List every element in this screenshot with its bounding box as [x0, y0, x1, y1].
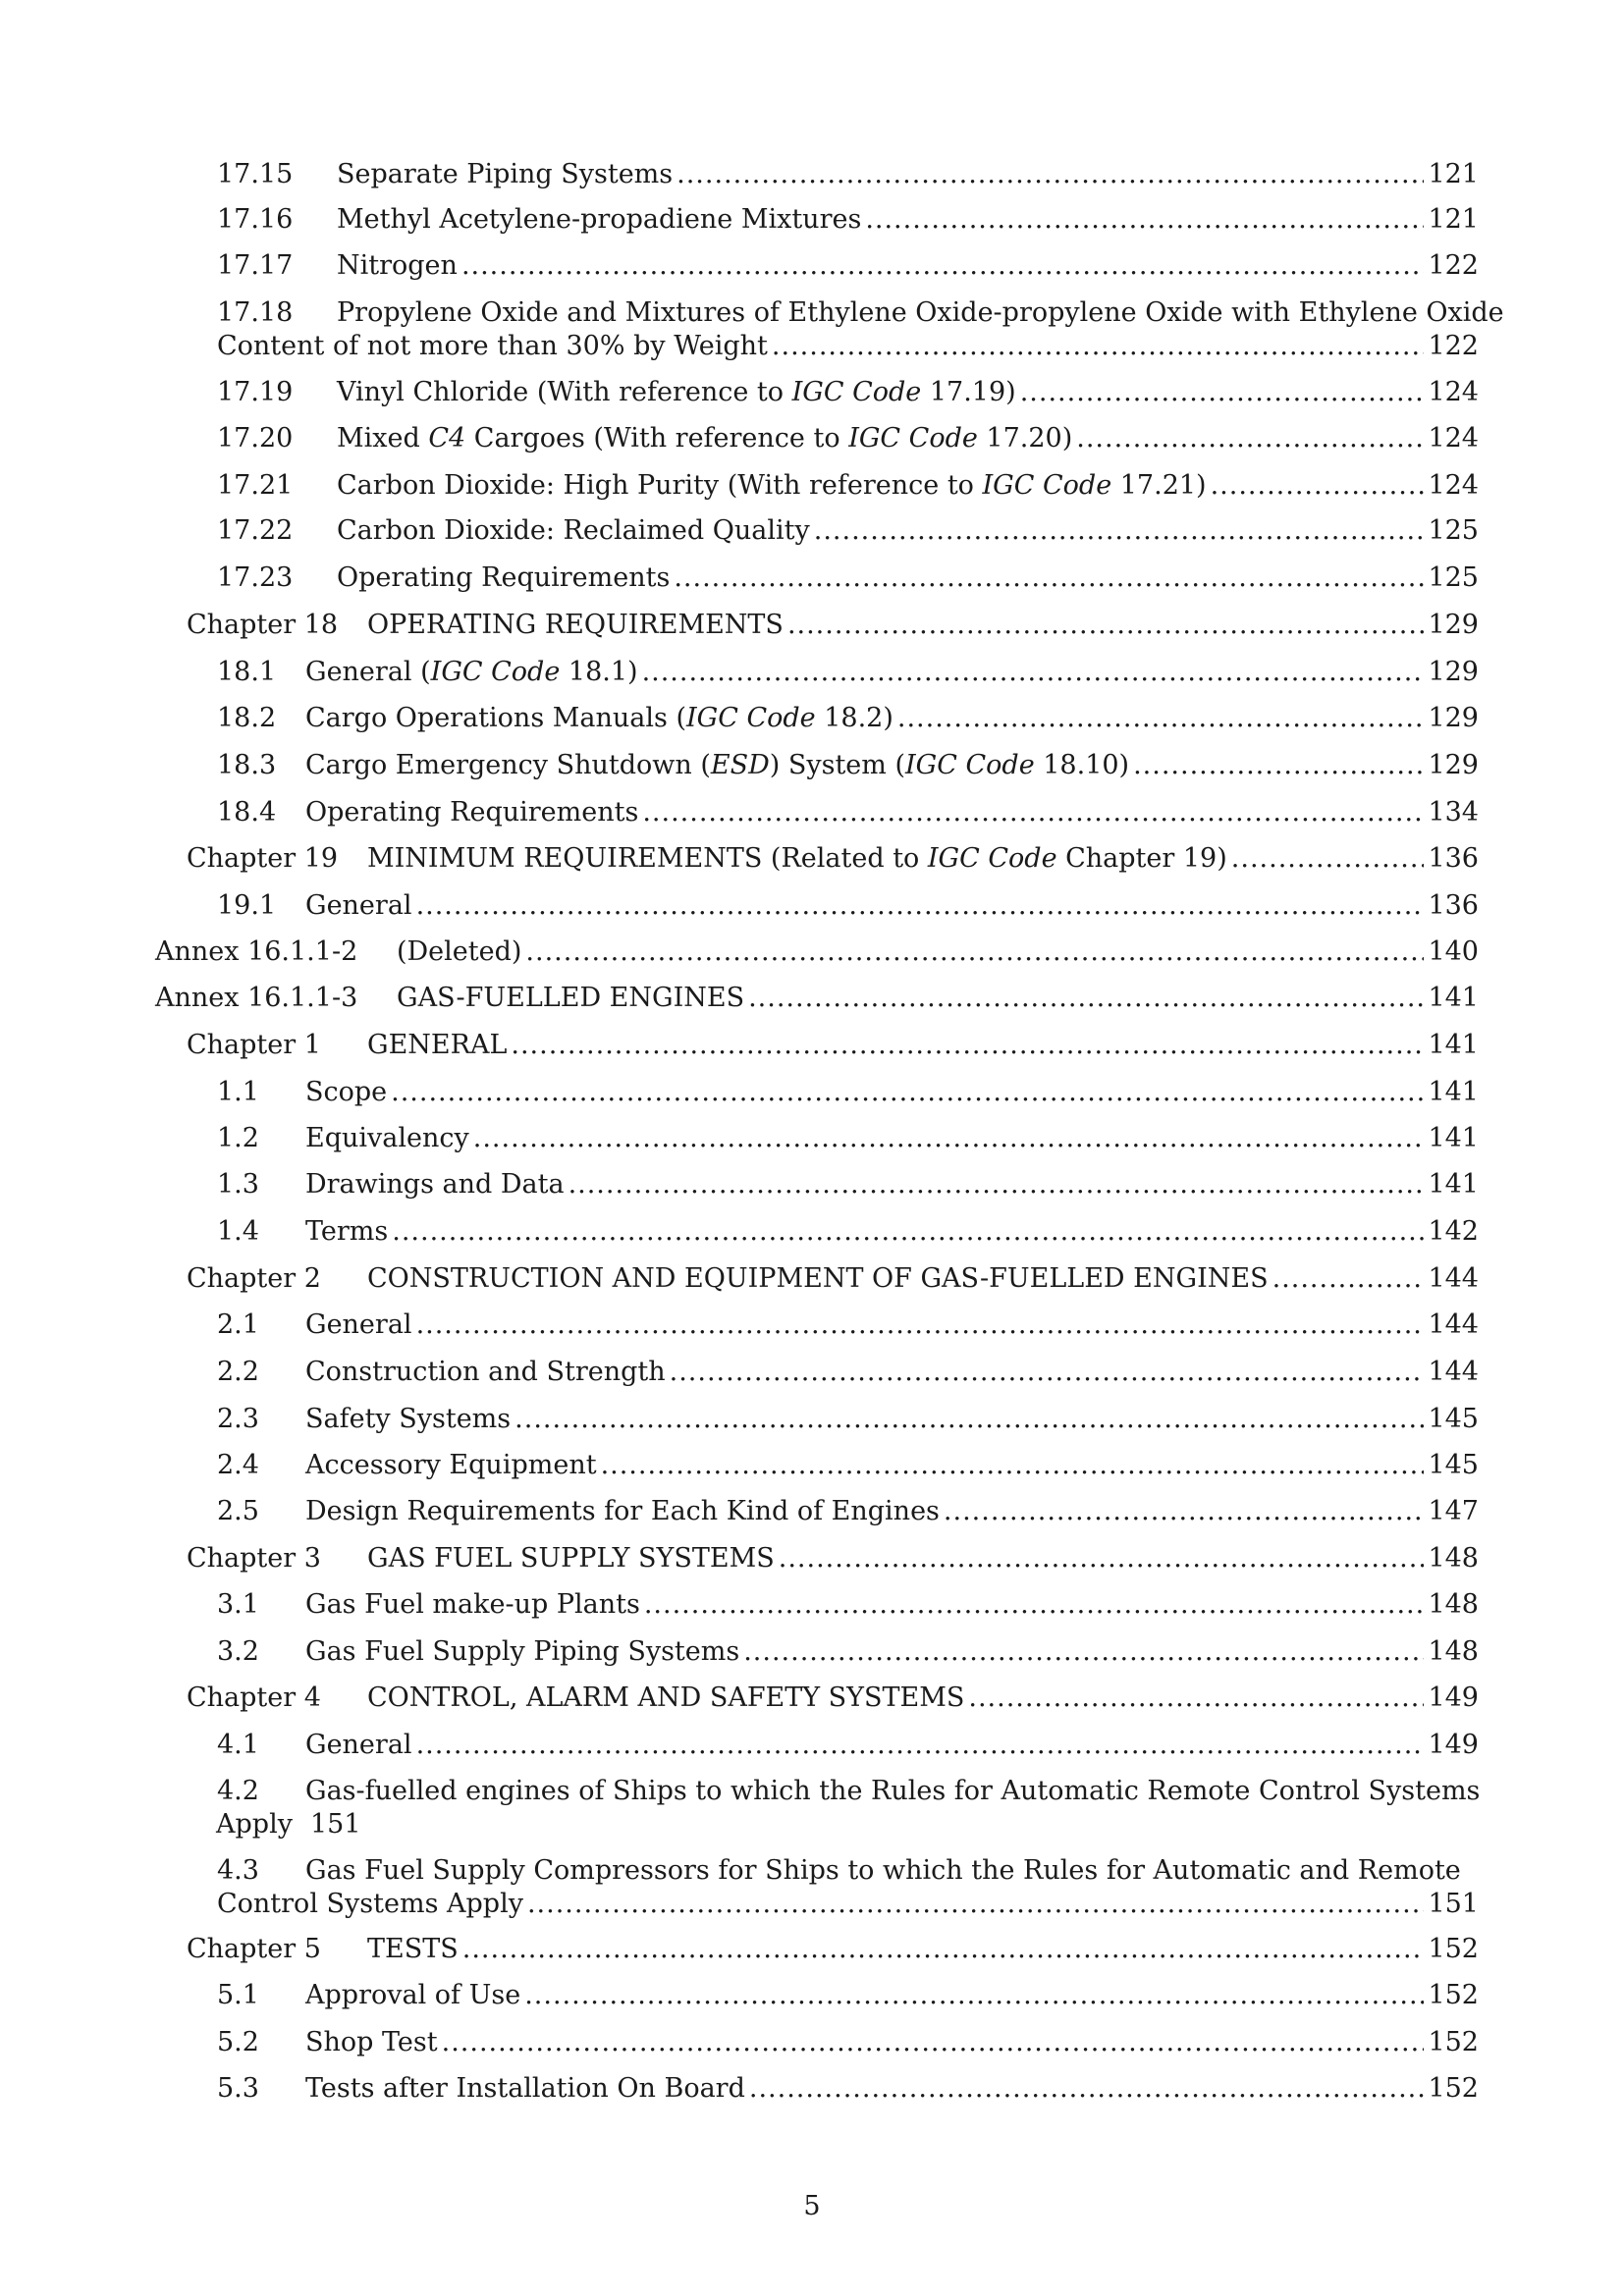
toc-page-number: 124	[1428, 377, 1479, 407]
toc-page-number: 145	[1428, 1450, 1479, 1480]
toc-number: 18.4	[217, 797, 277, 828]
dot-leader	[416, 889, 1425, 923]
toc-page-number: 142	[1428, 1216, 1479, 1247]
toc-page-number: 129	[1428, 657, 1479, 687]
toc-entry[interactable]	[217, 1635, 1479, 1669]
toc-number: 18.3	[217, 750, 277, 780]
toc-page-number: 148	[1428, 1636, 1479, 1667]
toc-page-number: 122	[1428, 331, 1479, 361]
toc-page-number: 121	[1428, 204, 1479, 235]
toc-page-number: 136	[1428, 843, 1479, 874]
toc-number: Annex 16.1.1-2	[155, 936, 358, 967]
toc-number: 2.5	[217, 1496, 259, 1526]
toc-page-number: 141	[1428, 1030, 1479, 1060]
toc-title: Separate Piping Systems	[337, 159, 674, 189]
toc-page-number: 124	[1428, 470, 1479, 501]
toc-number: 17.17	[217, 250, 294, 281]
toc-entry[interactable]	[217, 561, 1479, 595]
toc-entry-chapter[interactable]	[187, 1682, 1479, 1715]
toc-entry[interactable]	[217, 376, 1479, 409]
toc-title: Gas-fuelled engines of Ships to which the Rules for Automatic Remote Control Systems	[305, 1776, 1481, 1806]
toc-title: MINIMUM REQUIREMENTS (Related to IGC Code Chapter 19)	[367, 843, 1227, 874]
dot-leader	[473, 1122, 1425, 1155]
toc-number: Chapter 4	[187, 1682, 321, 1713]
toc-page-number: 125	[1428, 562, 1479, 593]
toc-title-continuation: Control Systems Apply	[217, 1889, 523, 1919]
dot-leader	[1020, 376, 1425, 409]
toc-title: Methyl Acetylene-propadiene Mixtures	[337, 204, 862, 235]
dot-leader	[568, 1168, 1425, 1201]
toc-entry[interactable]	[217, 889, 1479, 923]
toc-number: 1.1	[217, 1077, 259, 1107]
toc-title: Cargo Operations Manuals (IGC Code 18.2)	[305, 703, 893, 733]
toc-title: Cargo Emergency Shutdown (ESD) System (IGC Code 18.10)	[305, 750, 1130, 780]
toc-number: 17.23	[217, 562, 294, 593]
toc-entry-annex[interactable]	[155, 935, 1479, 969]
toc-number: 4.1	[217, 1730, 259, 1760]
dot-leader	[514, 1403, 1424, 1436]
dot-leader	[416, 1308, 1425, 1342]
toc-entry[interactable]	[217, 1588, 1479, 1622]
toc-title: Approval of Use	[305, 1980, 521, 2010]
toc-title: Equivalency	[305, 1123, 469, 1153]
toc-number: 1.4	[217, 1216, 259, 1247]
dot-leader	[525, 935, 1424, 969]
dot-leader	[1272, 1262, 1425, 1296]
toc-entry[interactable]	[217, 1495, 1479, 1528]
toc-page-number: 147	[1428, 1496, 1479, 1526]
dot-leader	[772, 330, 1425, 363]
toc-title: General	[305, 890, 412, 921]
toc-number: 4.3	[217, 1855, 259, 1886]
dot-leader	[524, 1979, 1424, 2012]
toc-page-number: 152	[1428, 1980, 1479, 2010]
toc-title: Construction and Strength	[305, 1357, 666, 1387]
dot-leader	[897, 702, 1425, 735]
toc-entry[interactable]	[217, 249, 1479, 283]
toc-title: General	[305, 1309, 412, 1340]
toc-entry[interactable]	[217, 1356, 1479, 1389]
toc-entry[interactable]	[217, 469, 1479, 503]
toc-title: Safety Systems	[305, 1404, 512, 1434]
dot-leader	[944, 1495, 1425, 1528]
toc-number: 4.2	[217, 1776, 259, 1806]
toc-title: GAS-FUELLED ENGINES	[397, 983, 745, 1013]
dot-leader	[416, 1729, 1425, 1762]
toc-title: (Deleted)	[397, 936, 522, 967]
dot-leader	[642, 656, 1425, 689]
toc-entry[interactable]	[217, 796, 1479, 829]
toc-entry[interactable]	[217, 1403, 1479, 1436]
toc-page-number: 152	[1428, 2073, 1479, 2104]
toc-entry[interactable]	[217, 702, 1479, 735]
toc-number: 2.4	[217, 1450, 259, 1480]
toc-number: 2.3	[217, 1404, 259, 1434]
page-number: 5	[803, 2191, 821, 2221]
toc-entry[interactable]	[217, 656, 1479, 689]
toc-page-number: 148	[1428, 1589, 1479, 1620]
toc-title: Design Requirements for Each Kind of Engines	[305, 1496, 940, 1526]
toc-page-number: 125	[1428, 515, 1479, 546]
dot-leader	[749, 2072, 1425, 2106]
toc-title: CONSTRUCTION AND EQUIPMENT OF GAS-FUELLED ENGINES	[367, 1263, 1269, 1294]
dot-leader	[391, 1076, 1424, 1109]
page-footer	[0, 2191, 1624, 2221]
dot-leader	[674, 561, 1424, 595]
toc-entry[interactable]	[217, 296, 1504, 363]
dot-leader	[1133, 749, 1424, 782]
toc-title: General	[305, 1730, 412, 1760]
dot-leader	[787, 609, 1425, 642]
toc-title: GAS FUEL SUPPLY SYSTEMS	[367, 1543, 775, 1574]
toc-entry[interactable]	[217, 2072, 1479, 2106]
toc-title: Operating Requirements	[337, 562, 671, 593]
toc-entry[interactable]	[217, 1076, 1479, 1109]
dot-leader	[392, 1215, 1424, 1249]
toc-title: Tests after Installation On Board	[305, 2073, 745, 2104]
toc-entry[interactable]	[217, 2026, 1479, 2059]
toc-title: Accessory Equipment	[305, 1450, 597, 1480]
toc-page-number: 151	[1428, 1889, 1479, 1919]
toc-page-number: 129	[1428, 703, 1479, 733]
dot-leader	[968, 1682, 1424, 1715]
toc-page-number: 145	[1428, 1404, 1479, 1434]
toc-title: CONTROL, ALARM AND SAFETY SYSTEMS	[367, 1682, 965, 1713]
toc-number: 3.2	[217, 1636, 259, 1667]
toc-number: Chapter 1	[187, 1030, 321, 1060]
toc-page-number: 148	[1428, 1543, 1479, 1574]
toc-entry-chapter[interactable]	[187, 842, 1479, 876]
toc-title: Carbon Dioxide: High Purity (With reference to IGC Code 17.21)	[337, 470, 1207, 501]
toc-page-number: 144	[1428, 1309, 1479, 1340]
toc-number: 5.1	[217, 1980, 259, 2010]
toc-page-number: 151	[309, 1809, 361, 1840]
toc-page-number: 152	[1428, 1934, 1479, 1964]
dot-leader	[814, 514, 1425, 548]
toc-number: Chapter 19	[187, 843, 339, 874]
toc-number: 18.2	[217, 703, 277, 733]
toc-number: Chapter 3	[187, 1543, 321, 1574]
toc-entry[interactable]	[217, 1449, 1479, 1482]
toc-title-continuation: Apply	[216, 1809, 293, 1840]
toc-page-number: 144	[1428, 1263, 1479, 1294]
toc-page-number: 129	[1428, 750, 1479, 780]
toc-number: 17.19	[217, 377, 294, 407]
toc-title: Vinyl Chloride (With reference to IGC Code 17.19)	[337, 377, 1016, 407]
toc-number: 17.22	[217, 515, 294, 546]
toc-entry[interactable]	[217, 422, 1479, 455]
toc-page-number: 141	[1428, 1077, 1479, 1107]
toc-page-number: 124	[1428, 423, 1479, 454]
toc-title: Gas Fuel Supply Compressors for Ships to which the Rules for Automatic and Remote	[305, 1855, 1461, 1886]
toc-entry[interactable]	[217, 158, 1479, 191]
toc-number: 17.21	[217, 470, 294, 501]
toc-title: Gas Fuel Supply Piping Systems	[305, 1636, 740, 1667]
toc-page-number: 141	[1428, 983, 1479, 1013]
dot-leader	[748, 982, 1424, 1015]
toc-number: Chapter 5	[187, 1934, 321, 1964]
toc-title: Drawings and Data	[305, 1169, 565, 1200]
dot-leader	[461, 249, 1425, 283]
toc-number: Chapter 2	[187, 1263, 321, 1294]
toc-entry[interactable]	[217, 749, 1479, 782]
toc-page-number: 121	[1428, 159, 1479, 189]
toc-number: 1.3	[217, 1169, 259, 1200]
toc-page-number: 129	[1428, 610, 1479, 640]
toc-page-number: 134	[1428, 797, 1479, 828]
dot-leader	[1076, 422, 1424, 455]
toc-entry-chapter[interactable]	[187, 1542, 1479, 1575]
toc-entry[interactable]	[217, 514, 1479, 548]
toc-title: Carbon Dioxide: Reclaimed Quality	[337, 515, 810, 546]
toc-entry[interactable]	[217, 1854, 1479, 1921]
toc-entry[interactable]	[217, 1775, 1479, 1842]
toc-number: 2.1	[217, 1309, 259, 1340]
toc-number: 17.15	[217, 159, 294, 189]
toc-entry[interactable]	[217, 1729, 1479, 1762]
toc-number: 5.3	[217, 2073, 259, 2104]
dot-leader	[601, 1449, 1425, 1482]
toc-title: TESTS	[367, 1934, 459, 1964]
dot-leader	[642, 796, 1424, 829]
toc-title-continuation: Content of not more than 30% by Weight	[217, 331, 768, 361]
toc-page-number: 149	[1428, 1730, 1479, 1760]
toc-title: Nitrogen	[337, 250, 458, 281]
toc-title: Shop Test	[305, 2027, 438, 2057]
toc-entry[interactable]	[217, 1122, 1479, 1155]
dot-leader	[743, 1635, 1424, 1669]
toc-title: Propylene Oxide and Mixtures of Ethylene Oxide-propylene Oxide with Ethylene Oxide	[337, 297, 1504, 328]
toc-entry-chapter[interactable]	[187, 1029, 1479, 1062]
toc-entry-chapter[interactable]	[187, 609, 1479, 642]
toc-entry[interactable]	[217, 1979, 1479, 2012]
dot-leader	[644, 1588, 1425, 1622]
toc-number: Chapter 18	[187, 610, 339, 640]
toc-entry[interactable]	[217, 1168, 1479, 1201]
toc-entry[interactable]	[217, 203, 1479, 237]
dot-leader	[1231, 842, 1425, 876]
toc-entry[interactable]	[217, 1308, 1479, 1342]
toc-page-number: 141	[1428, 1123, 1479, 1153]
toc-title: GENERAL	[367, 1030, 508, 1060]
toc-number: 17.20	[217, 423, 294, 454]
toc-title: OPERATING REQUIREMENTS	[367, 610, 784, 640]
dot-leader	[1211, 469, 1425, 503]
toc-number: 19.1	[217, 890, 277, 921]
toc-entry-annex[interactable]	[155, 982, 1479, 1015]
toc-number: 1.2	[217, 1123, 259, 1153]
toc-title: Terms	[305, 1216, 389, 1247]
toc-number: 2.2	[217, 1357, 259, 1387]
toc-entry-chapter[interactable]	[187, 1262, 1479, 1296]
dot-leader	[865, 203, 1424, 237]
dot-leader	[442, 2026, 1425, 2059]
toc-number: 3.1	[217, 1589, 259, 1620]
toc-title: General (IGC Code 18.1)	[305, 657, 638, 687]
toc-title: Mixed C4 Cargoes (With reference to IGC Code 17.20)	[337, 423, 1073, 454]
toc-number: 5.2	[217, 2027, 259, 2057]
dot-leader	[670, 1356, 1425, 1389]
toc-number: Annex 16.1.1-3	[155, 983, 358, 1013]
dot-leader	[511, 1029, 1424, 1062]
toc-page-number: 136	[1428, 890, 1479, 921]
dot-leader	[677, 158, 1424, 191]
dot-leader	[527, 1888, 1424, 1921]
toc-page-number: 144	[1428, 1357, 1479, 1387]
toc-title: Operating Requirements	[305, 797, 639, 828]
toc-page-number: 149	[1428, 1682, 1479, 1713]
toc-title: Gas Fuel make-up Plants	[305, 1589, 640, 1620]
toc-page-number: 122	[1428, 250, 1479, 281]
toc-entry-chapter[interactable]	[187, 1933, 1479, 1966]
dot-leader	[779, 1542, 1425, 1575]
toc-page-number: 141	[1428, 1169, 1479, 1200]
toc-number: 18.1	[217, 657, 277, 687]
toc-entry[interactable]	[217, 1215, 1479, 1249]
toc-page-number: 140	[1428, 936, 1479, 967]
toc-number: 17.16	[217, 204, 294, 235]
toc-number: 17.18	[217, 297, 294, 328]
toc-page-number: 152	[1428, 2027, 1479, 2057]
dot-leader	[462, 1933, 1425, 1966]
toc-title: Scope	[305, 1077, 388, 1107]
